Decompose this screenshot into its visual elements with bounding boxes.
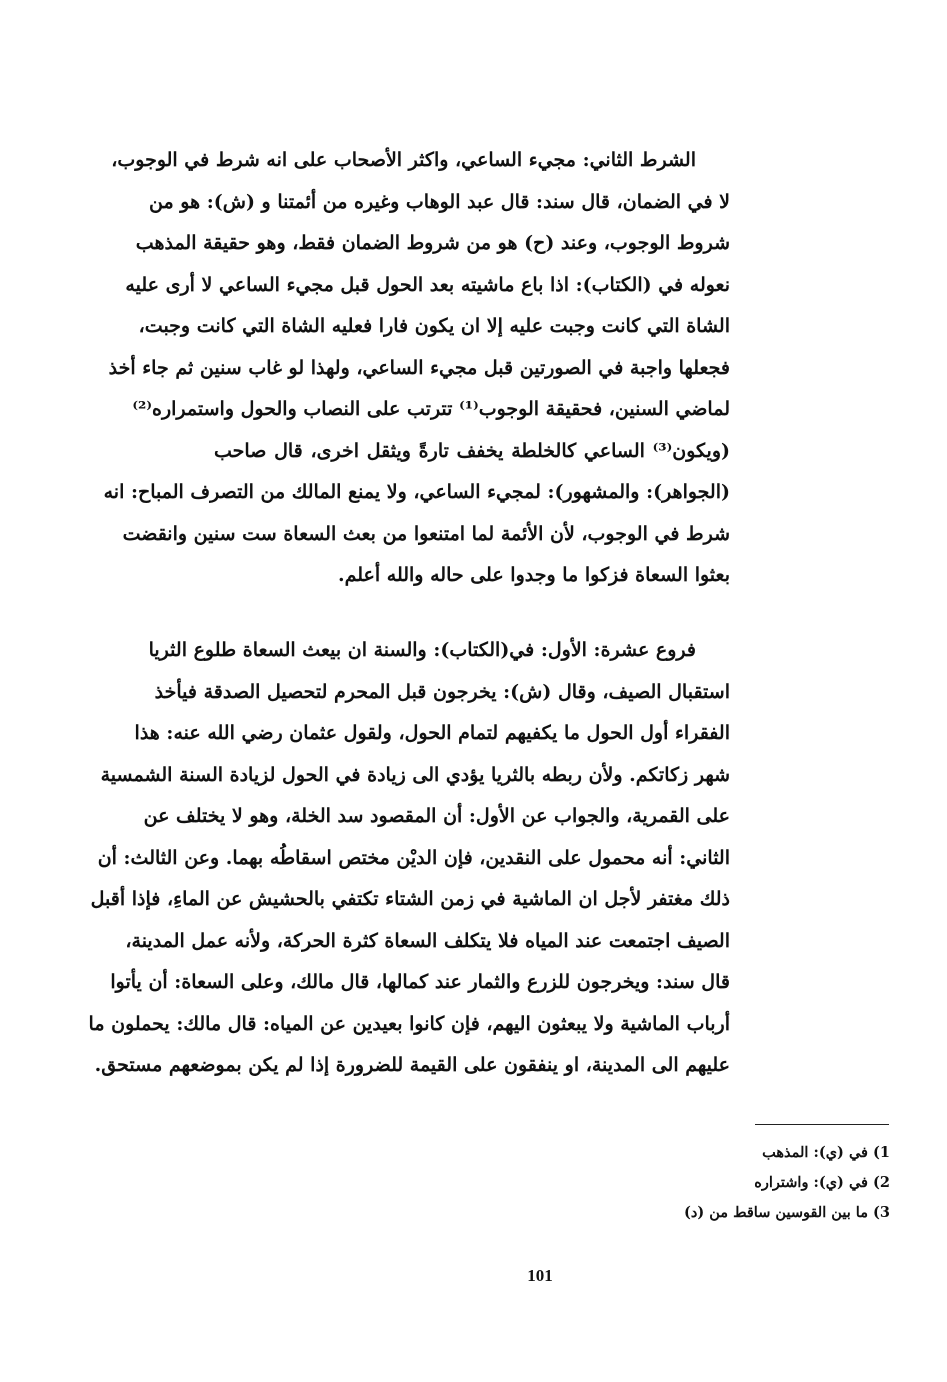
paragraph-condition-two	[103, 140, 730, 597]
footnote-2: 2) في (ي): واشتراره	[754, 1174, 890, 1191]
text-line: الثاني: أنه محمول على النقدين، فإن الديْن مختص اسقاطُه بهما. وعن الثالث: أن	[97, 846, 730, 869]
text-line: (ويكون⁽³⁾ الساعي كالخلطة يخفف تارةً ويثقل اخرى، قال صاحب	[214, 439, 730, 462]
text-line: نعوله في (الكتاب): اذا باع ماشيته بعد الحول قبل مجيء الساعي لا أرى عليه	[125, 273, 730, 296]
text-line: الفقراء أول الحول ما يكفيهم لتمام الحول، ولقول عثمان رضي الله عنه: هذا	[134, 722, 730, 744]
text-line: الصيف اجتمعت عند المياه فلا يتكلف السعاة كثرة الحركة، ولأنه عمل المدينة،	[125, 929, 730, 952]
text-line: بعثوا السعاة فزكوا ما وجدوا على حاله والله أعلم.	[337, 564, 730, 586]
page-number: 101	[527, 1266, 553, 1285]
text-line: على القمرية، والجواب عن الأول: أن المقصود سد الخلة، وهو لا يختلف عن	[143, 805, 730, 827]
text-line: شروط الوجوب، وعند (ح) هو من شروط الضمان فقط، وهو حقيقة المذهب	[135, 232, 730, 254]
footnote-3: 3) ما بين القوسين ساقط من (د)	[684, 1204, 890, 1221]
text-line: لماضي السنين، فحقيقة الوجوب⁽¹⁾ تترتب على النصاب والحول واستمراره⁽²⁾	[132, 398, 730, 420]
text-line: أرباب الماشية ولا يبعثون اليهم، فإن كانوا بعيدين عن المياه: قال مالك: يحملون ما	[88, 1012, 730, 1035]
text-line: شهر زكاتكم. ولأن ربطه بالثريا يؤدي الى زيادة في الحول لزيادة السنة الشمسية	[100, 763, 730, 786]
text-line: (الجواهر): والمشهور): لمجيء الساعي، ولا يمنع المالك من التصرف المباح: انه	[103, 481, 730, 503]
text-line: شرط في الوجوب، لأن الأئمة لما امتنعوا من بعث السعاة ست سنين وانقضت	[122, 522, 730, 545]
text-line: فجعلها واجبة في الصورتين قبل مجيء الساعي، ولهذا لو غاب سنين ثم جاء أخذ	[108, 356, 730, 379]
text-line: ذلك مغتفر لأجل ان الماشية في زمن الشتاء تكتفي بالحشيش عن الماءِ، فإذا أقبل	[90, 888, 730, 910]
footnote-divider	[755, 1124, 889, 1125]
text-line: الشرط الثاني: مجيء الساعي، واكثر الأصحاب على انه شرط في الوجوب،	[111, 149, 696, 171]
text-line: قال سند: ويخرجون للزرع والثمار عند كمالها، قال مالك، وعلى السعاة: أن يأتوا	[110, 971, 730, 993]
text-line: استقبال الصيف، وقال (ش): يخرجون قبل المحرم لتحصيل الصدقة فيأخذ	[154, 680, 730, 703]
text-line: لا في الضمان، قال سند: قال عبد الوهاب وغيره من أئمتنا و (ش): هو من	[149, 190, 730, 213]
text-line: عليهم الى المدينة، او ينفقون على القيمة للضرورة إذا لم يكن بموضعهم مستحق.	[94, 1054, 730, 1076]
paragraph-ten-branches	[88, 630, 730, 1087]
footnotes	[600, 1138, 890, 1228]
footnote-1: 1) في (ي): المذهب	[762, 1144, 890, 1161]
text-line: الشاة التي كانت وجبت عليه إلا ان يكون فارا فعليه الشاة التي كانت وجبت،	[138, 315, 730, 337]
text-line: فروع عشرة: الأول: في(الكتاب): والسنة ان بيعث السعاة طلوع الثريا	[148, 639, 696, 661]
